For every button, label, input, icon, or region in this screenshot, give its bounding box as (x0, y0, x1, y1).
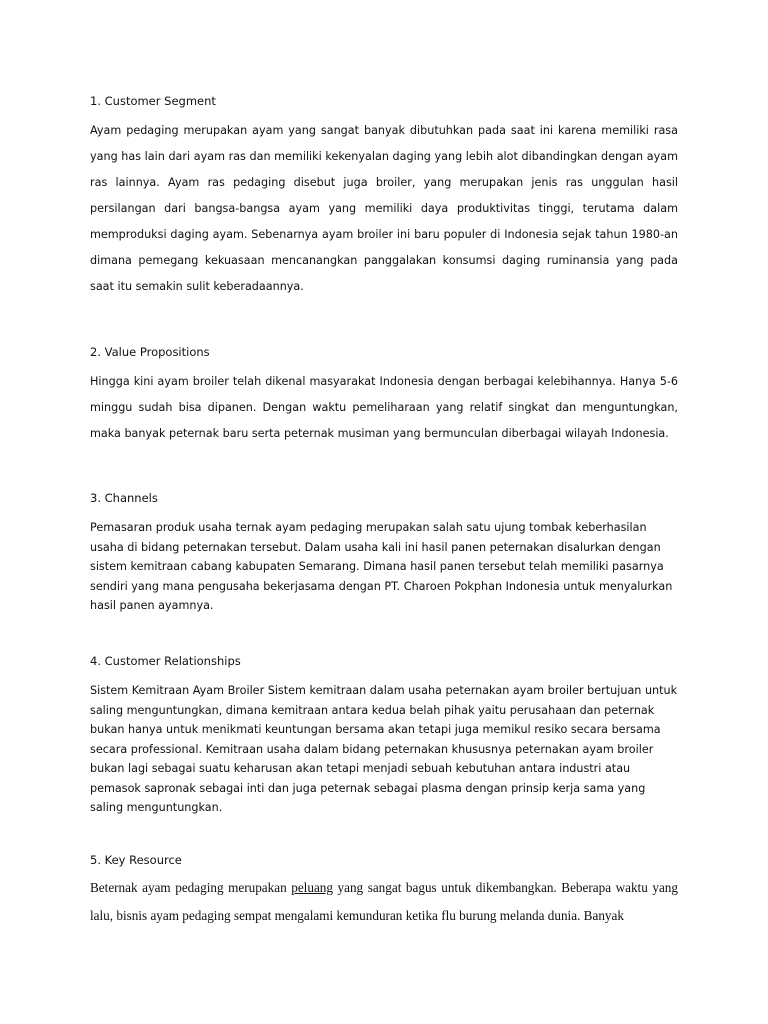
heading-customer-relationships: 4. Customer Relationships (90, 654, 241, 668)
peluang-link[interactable]: peluang (291, 880, 333, 895)
paragraph-customer-segment: Ayam pedaging merupakan ayam yang sangat banyak dibutuhkan pada saat ini karena memiliki rasa yang has lain dari ayam ras dan memiliki kekenyalan daging yang lebih alot dibandingkan dengan ayam ras lainnya. Ayam ras pedaging disebut juga broiler, yang merupakan jenis ras unggulan hasil persilangan dari bangsa-bangsa ayam yang memiliki daya produktivitas tinggi, terutama dalam memproduksi daging ayam. Sebenarnya ayam broiler ini baru populer di Indonesia sejak tahun 1980-an dimana pemegang kekuasaan mencanangkan panggalakan konsumsi daging ruminansia yang pada saat itu semakin sulit keberadaannya. (90, 124, 678, 293)
paragraph-key-resource-text-start: Beternak ayam pedaging merupakan (90, 880, 292, 895)
paragraph-customer-relationships: Sistem Kemitraan Ayam Broiler Sistem kemitraan dalam usaha peternakan ayam broiler bertujuan untuk saling menguntungkan, dimana kemitraan antara kedua belah pihak yaitu perusahaan dan peternak bukan hanya untuk menikmati keuntungan bersama akan tetapi juga memikul resiko secara bersama secara professional. Kemitraan usaha dalam bidang peternakan khususnya peternakan ayam broiler bukan lagi sebagai suatu keharusan akan tetapi menjadi sebuah kebutuhan antara industri atau pemasok sapronak sebagai inti dan juga peternak sebagai plasma dengan prinsip kerja sama yang saling menguntungkan. (90, 684, 678, 814)
heading-key-resource: 5. Key Resource (90, 853, 182, 867)
paragraph-key-resource-text-end: yang sangat bagus untuk dikembangkan. Beberapa waktu yang lalu, bisnis ayam pedaging sempat mengalami kemunduran ketika flu burung melanda dunia. Banyak (90, 880, 678, 923)
paragraph-channels: Pemasaran produk usaha ternak ayam pedaging merupakan salah satu ujung tombak keberhasilan usaha di bidang peternakan tersebut. Dalam usaha kali ini hasil panen peternakan disalurkan dengan sistem kemitraan cabang kabupaten Semarang. Dimana hasil panen tersebut telah memiliki pasarnya sendiri yang mana pengusaha bekerjasama dengan PT. Charoen Pokphan Indonesia untuk menyalurkan hasil panen ayamnya. (90, 521, 673, 612)
heading-value-propositions: 2. Value Propositions (90, 345, 210, 359)
heading-channels: 3. Channels (90, 491, 158, 505)
paragraph-key-resource (90, 874, 678, 930)
heading-customer-segment: 1. Customer Segment (90, 94, 216, 108)
paragraph-value-propositions: Hingga kini ayam broiler telah dikenal masyarakat Indonesia dengan berbagai kelebihannya. Hanya 5-6 minggu sudah bisa dipanen. Dengan waktu pemeliharaan yang relatif singkat dan menguntungkan, maka banyak peternak baru serta peternak musiman yang bermunculan diberbagai wilayah Indonesia. (90, 375, 678, 440)
